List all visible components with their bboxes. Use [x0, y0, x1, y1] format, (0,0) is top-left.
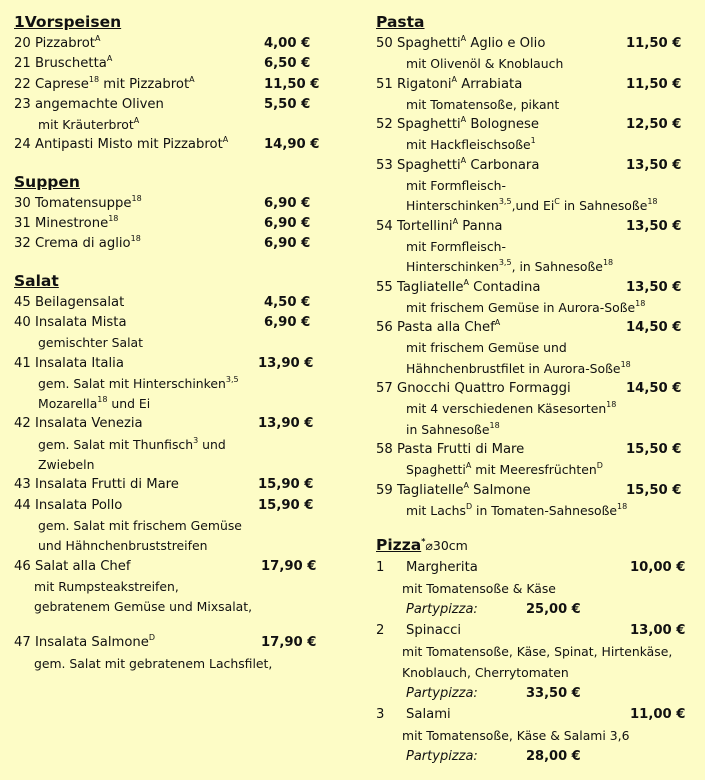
price: 6,50 €: [264, 56, 311, 72]
price: 17,90 €: [261, 558, 317, 574]
menu-item: 44 Insalata Pollo 15,90 €: [14, 496, 334, 516]
price: 11,50 €: [626, 76, 682, 92]
allergen-code: A: [465, 461, 472, 471]
item-description: mit Olivenöl & Knoblauch: [406, 56, 564, 72]
item-name: [376, 217, 503, 237]
menu-item: [376, 704, 688, 725]
item-description: mit Tomatensoße, pikant: [406, 96, 560, 112]
item-number: 1: [376, 560, 385, 576]
price: 13,50 €: [626, 279, 682, 295]
price: 10,00 €: [630, 560, 686, 576]
item-title: Arrabiata: [457, 76, 523, 92]
item-title: Tagliatelle: [396, 279, 464, 295]
allergen-code: 18: [602, 258, 614, 268]
allergen-code: A: [463, 277, 469, 287]
menu-item: 22 Caprese$^{18}$ mit Pizzabrot$^A$ 11,50 €: [14, 75, 334, 95]
item-title: Contadina: [468, 279, 541, 295]
price: 15,50 €: [626, 482, 682, 498]
menu-item: [376, 318, 688, 338]
menu-item: 43 Insalata Frutti di Mare 15,90 €: [14, 475, 334, 495]
menu-item: 24 Antipasti Misto mit Pizzabrot$^A$ 14,90 €: [14, 135, 334, 155]
item-description: mit Tomatensoße, Käse, Spinat, Hirtenkäse,: [402, 644, 673, 660]
allergen-code: 18: [620, 359, 631, 369]
item-description: mit frischem Gemüse und: [406, 340, 567, 356]
item-description: mit Tomatensoße & Käse: [402, 581, 556, 597]
item-number: 53: [376, 157, 393, 173]
item-description: und Hähnchenbruststreifen: [38, 538, 208, 554]
menu-item: 40 Insalata Mista 6,90 €: [14, 313, 334, 333]
item-name: [376, 318, 500, 338]
item-title: Margherita: [406, 560, 478, 576]
price: 15,50 €: [626, 441, 682, 457]
item-description: mit Rumpsteakstreifen,: [34, 578, 179, 594]
item-description: Hinterschinken$^{3,5}$, in Sahnesoße$^{18}$: [406, 258, 614, 275]
pasta-list: [376, 34, 688, 521]
item-description: gem. Salat mit Thunfisch$^3$ und: [38, 435, 226, 452]
price: 13,50 €: [626, 218, 682, 234]
item-name: [376, 379, 571, 399]
item-number: 51: [376, 76, 393, 92]
item-description: Knoblauch, Cherrytomaten: [402, 665, 569, 681]
price: 11,50 €: [264, 76, 320, 92]
price: 14,90 €: [264, 137, 320, 153]
price: 13,00 €: [630, 623, 686, 639]
item-title: Pasta Frutti di Mare: [396, 441, 525, 457]
item-name: [376, 481, 531, 501]
price: 13,50 €: [626, 157, 682, 173]
allergen-code: A: [460, 155, 467, 165]
item-title: Salmone: [468, 482, 531, 498]
item-number: 3: [376, 707, 385, 723]
right-column: [376, 10, 688, 767]
price: 6,90 €: [264, 314, 311, 330]
item-description: gem. Salat mit gebratenem Lachsfilet,: [34, 655, 273, 671]
menu-item: [376, 440, 688, 460]
section-title-vorspeisen: 1Vorspeisen: [14, 13, 122, 31]
item-description: gebratenem Gemüse und Mixsalat,: [34, 599, 253, 615]
price: 6,90 €: [264, 236, 311, 252]
party-price: 25,00 €: [526, 602, 581, 618]
menu-item: [376, 620, 688, 641]
menu-item: [376, 156, 688, 176]
item-title: Tagliatelle: [396, 482, 464, 498]
item-title: Spaghetti: [396, 157, 461, 173]
item-name: [376, 557, 478, 578]
item-title: Bolognese: [466, 117, 540, 133]
item-number: 59: [376, 482, 393, 498]
menu-item: 31 Minestrone$^{18}$ 6,90 €: [14, 214, 334, 234]
item-description: Hinterschinken$^{3,5}$,und $Ei^C$ in Sahnesoße$^{18}$: [406, 197, 658, 214]
item-description: in Sahnesoße$^{18}$: [406, 420, 500, 437]
item-description: Hähnchenbrustfilet in Aurora-Soße$^{18}$: [406, 359, 631, 376]
item-name: [376, 440, 524, 460]
item-description: mit Tomatensoße, Käse & Salami 3,6: [402, 728, 630, 744]
price: 12,50 €: [626, 117, 682, 133]
item-description: mit Kräuterbrot$^A$: [38, 116, 140, 133]
item-description: mit Formfleisch-: [406, 238, 506, 254]
item-number: 58: [376, 441, 393, 457]
menu-item: [376, 557, 688, 578]
item-number: 57: [376, 381, 393, 397]
party-label: Partypizza:: [406, 602, 478, 618]
item-number: 54: [376, 218, 393, 234]
menu-item: 42 Insalata Venezia 13,90 €: [14, 414, 334, 434]
section-title-pizza: Pizza*⌀30cm: [376, 536, 468, 555]
price: 6,90 €: [264, 216, 311, 232]
menu-item: 32 Crema di aglio$^{18}$ 6,90 €: [14, 234, 334, 254]
item-description: gem. Salat mit frischem Gemüse: [38, 517, 242, 533]
price: 13,90 €: [258, 416, 314, 432]
allergen-code: D: [465, 501, 473, 511]
pizza-size: ⌀30cm: [425, 538, 468, 554]
menu-item: [376, 217, 688, 237]
item-title: Spaghetti: [396, 36, 461, 51]
menu-item: [376, 278, 688, 298]
price: 14,50 €: [626, 381, 682, 397]
item-number: 55: [376, 279, 393, 295]
item-title: Gnocchi Quattro Formaggi: [396, 381, 571, 397]
price: 4,00 €: [264, 36, 311, 51]
item-description: mit frischem Gemüse in Aurora-Soße$^{18}$: [406, 298, 646, 315]
price: 15,90 €: [258, 477, 314, 493]
menu-item: 21 Bruschetta$^A$ 6,50 €: [14, 54, 334, 74]
menu-item: [376, 115, 688, 135]
item-title: Carbonara: [466, 157, 540, 173]
item-name: [376, 278, 541, 298]
menu-item: [376, 75, 688, 95]
item-name: [376, 704, 451, 725]
item-title: Panna: [458, 218, 503, 234]
item-name: [376, 620, 462, 641]
allergen-code: A: [463, 480, 469, 490]
allergen-code: 3,5: [498, 197, 512, 207]
section-title-salat: Salat: [14, 271, 59, 290]
menu-item: 41 Insalata Italia 13,90 €: [14, 354, 334, 374]
pizza-list: [376, 557, 688, 767]
item-title: Aglio e Olio: [466, 36, 546, 51]
item-title: Pasta alla Chef: [396, 320, 495, 336]
party-pizza: [376, 683, 688, 704]
item-description: mit 4 verschiedenen Käsesorten$^{18}$: [406, 400, 617, 417]
allergen-code: 18: [647, 197, 658, 207]
menu-item: 30 Tomatensuppe$^{18}$ 6,90 €: [14, 194, 334, 214]
allergen-code: A: [460, 34, 467, 43]
menu-item: [376, 34, 688, 54]
party-price: 28,00 €: [526, 749, 581, 765]
allergen-code: D: [596, 461, 603, 471]
allergen-code: 3,5: [498, 258, 512, 268]
party-pizza: [376, 746, 688, 767]
allergen-code: C: [554, 197, 560, 207]
item-number: 52: [376, 117, 393, 133]
item-number: 56: [376, 320, 393, 336]
party-label: Partypizza:: [406, 686, 478, 702]
price: 11,00 €: [630, 707, 686, 723]
allergen-code: 1: [530, 136, 536, 146]
party-label: Partypizza:: [406, 749, 478, 765]
price: 17,90 €: [261, 635, 317, 651]
menu-item: 23 angemachte Oliven 5,50 €: [14, 95, 334, 115]
menu-item: 45 Beilagensalat 4,50 €: [14, 293, 334, 313]
allergen-code: 18: [617, 501, 628, 511]
price: 11,50 €: [626, 36, 682, 51]
item-name: [376, 115, 539, 135]
allergen-code: A: [460, 115, 467, 125]
price: 5,50 €: [264, 96, 311, 112]
item-description: gemischter Salat: [38, 335, 143, 351]
menu-item: 47 Insalata Salmone$^D$ 17,90 €: [14, 633, 334, 653]
item-title: Rigatoni: [396, 76, 452, 92]
section-title-pasta: Pasta: [376, 13, 425, 31]
price: 6,90 €: [264, 195, 311, 211]
allergen-code: 18: [606, 400, 617, 410]
party-price: 33,50 €: [526, 686, 581, 702]
item-number: 2: [376, 623, 385, 639]
item-title: Spinacci: [406, 623, 462, 639]
left-column: [14, 10, 334, 674]
allergen-code: A: [452, 216, 459, 226]
allergen-code: A: [451, 74, 458, 84]
item-description: gem. Salat mit Hinterschinken$^{3,5}$: [38, 374, 239, 391]
item-description: mit Formfleisch-: [406, 178, 506, 194]
price: 4,50 €: [264, 294, 311, 310]
section-title-suppen: Suppen: [14, 172, 80, 191]
item-title: Tortellini: [396, 218, 453, 234]
item-description: mit Lachs$^D$ in Tomaten-Sahnesoße$^{18}$: [406, 501, 628, 518]
item-title: Spaghetti: [396, 117, 461, 133]
menu-item: [376, 481, 688, 501]
price: 13,90 €: [258, 355, 314, 371]
allergen-code: 18: [489, 420, 500, 430]
item-description: Spaghetti$^A$ mit Meeresfrüchten$^D$: [406, 461, 603, 478]
item-description: Mozarella$^{18}$ und Ei: [38, 395, 151, 412]
item-description: mit Hackfleischsoße$^1$: [406, 136, 536, 153]
party-pizza: [376, 599, 688, 620]
menu-item: 20 Pizzabrot$^A$ 4,00 €: [14, 34, 334, 54]
allergen-code: 18: [635, 298, 646, 308]
item-name: [376, 75, 522, 95]
item-number: 50: [376, 36, 393, 51]
item-name: [376, 34, 545, 54]
item-name: [376, 156, 539, 176]
menu-item: [376, 379, 688, 399]
price: 15,90 €: [258, 497, 314, 513]
item-title: Salami: [406, 707, 451, 723]
allergen-code: A: [494, 318, 501, 328]
price: 14,50 €: [626, 320, 682, 336]
menu-item: 46 Salat alla Chef 17,90 €: [14, 557, 334, 577]
item-description: Zwiebeln: [38, 457, 95, 473]
